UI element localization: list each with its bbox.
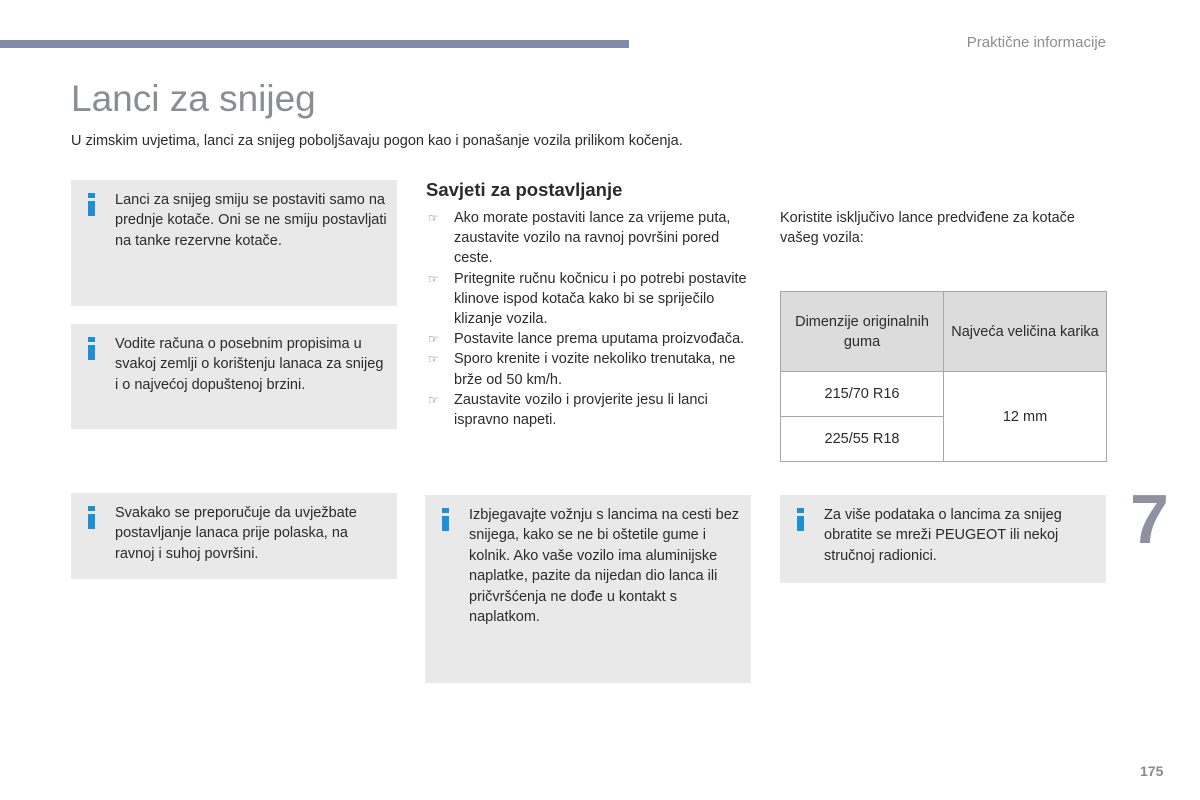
section-name: Praktične informacije xyxy=(966,34,1106,51)
info-box-front-wheels xyxy=(71,180,397,306)
info-box-text: Svakako se preporučuje da uvježbate postavljanje lanaca prije polaska, na ravnoj i suhoj površini. xyxy=(115,505,357,562)
pointing-hand-icon: ☞ xyxy=(428,211,439,225)
info-box-text: Vodite računa o posebnim propisima u svakoj zemlji o korištenju lanaca za snijeg i o najvećoj dopuštenoj brzini. xyxy=(115,336,384,393)
info-box-practice xyxy=(71,493,397,579)
info-icon xyxy=(86,193,98,217)
header-accent-bar xyxy=(0,40,629,48)
info-box-text: Za više podataka o lancima za snijeg obratite se mreži PEUGEOT ili nekoj stručnoj radionici. xyxy=(824,507,1062,564)
table-row xyxy=(781,372,1107,417)
info-icon xyxy=(795,508,807,532)
chain-size-table xyxy=(780,291,1107,462)
list-item: ☞ Pritegnite ručnu kočnicu i po potrebi postavite klinove ispod kotača kako bi se spriječilo klizanje vozila. xyxy=(428,270,747,328)
chains-usage-note: Koristite isključivo lance predviđene za kotače vašeg vozila: xyxy=(780,210,1075,247)
info-icon xyxy=(440,508,452,532)
list-item: ☞ Postavite lance prema uputama proizvođača. xyxy=(426,329,756,349)
info-box-text: Izbjegavajte vožnju s lancima na cesti bez snijega, kako se ne bi oštetile gume i kolnik. Ako vaše vozilo ima aluminijske naplatke, pazite da nijedan dio lanca ili pričvršćenja ne dođe u kontakt s naplatkom. xyxy=(469,507,740,626)
page-number: 175 xyxy=(1140,763,1164,779)
fitting-tips-list xyxy=(426,208,756,430)
table-header-link-size: Najveća veličina karika xyxy=(944,292,1107,372)
pointing-hand-icon: ☞ xyxy=(428,271,439,286)
table-header-row xyxy=(781,292,1107,372)
page-title: Lanci za snijeg xyxy=(71,78,316,119)
list-item: ☞ Ako morate postaviti lance za vrijeme puta, zaustavite vozilo na ravnoj površini pored ceste. xyxy=(428,210,731,267)
fitting-heading: Savjeti za postavljanje xyxy=(426,179,623,200)
intro-text: U zimskim uvjetima, lanci za snijeg poboljšavaju pogon kao i ponašanje vozila prilikom kočenja. xyxy=(71,133,683,149)
chapter-number: 7 xyxy=(1130,480,1169,558)
info-box-regulations xyxy=(71,324,397,429)
info-box-peugeot-network xyxy=(780,495,1106,583)
table-header-tyre-size: Dimenzije originalnih guma xyxy=(781,292,944,372)
table-cell-tyre-size: 225/55 R18 xyxy=(781,417,944,462)
info-icon xyxy=(86,506,98,530)
pointing-hand-icon: ☞ xyxy=(428,392,439,407)
pointing-hand-icon: ☞ xyxy=(428,352,439,367)
pointing-hand-icon: ☞ xyxy=(428,332,439,347)
info-icon xyxy=(86,337,98,361)
list-item: ☞ Zaustavite vozilo i provjerite jesu li lanci ispravno napeti. xyxy=(428,391,708,429)
info-box-avoid-dry-roads xyxy=(425,495,751,683)
info-box-text: Lanci za snijeg smiju se postaviti samo na prednje kotače. Oni se ne smiju postavljati na tanke rezervne kotače. xyxy=(115,192,387,249)
table-cell-link-size: 12 mm xyxy=(944,372,1107,462)
list-item: ☞ Sporo krenite i vozite nekoliko trenutaka, ne brže od 50 km/h. xyxy=(428,351,736,388)
table-cell-tyre-size: 215/70 R16 xyxy=(781,372,944,417)
